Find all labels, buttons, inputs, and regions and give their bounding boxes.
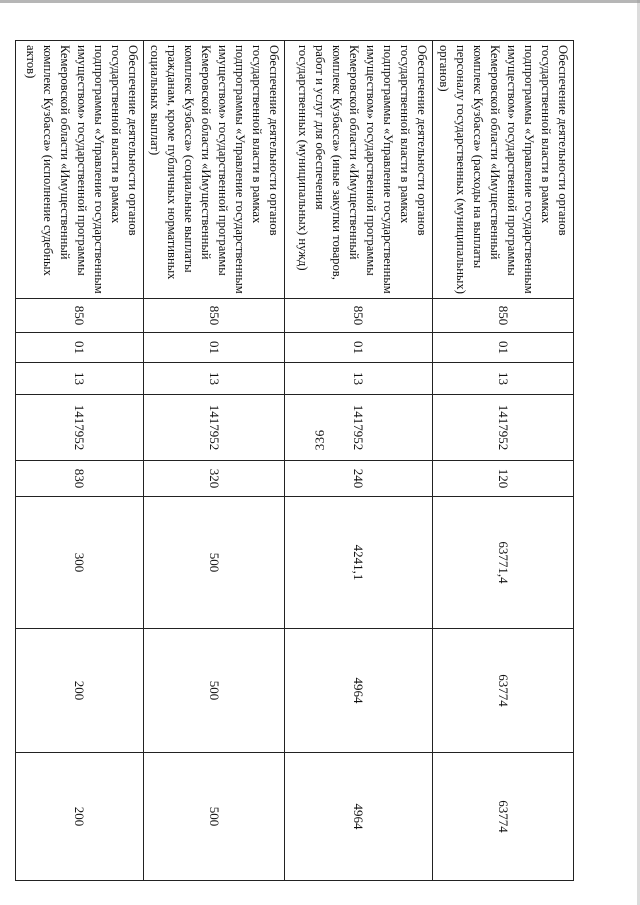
subsection-code: 13 [285,363,433,395]
amount-3: 500 [144,753,285,881]
row-description: Обеспечение деятельности органов государственной власти в рамках подпрограммы «Управление государственным имуществом» государственной программы Кемеровской области «Имущественный комплекс Кузбасса» (расходы на выплаты персоналу государственных (муниципальных) органов) [433,41,574,299]
row-description: Обеспечение деятельности органов государственной власти в рамках подпрограммы «Управление государственным имуществом» государственной программы Кемеровской области «Имущественный комплекс Кузбасса» (социальные выплаты гражданам, кроме публичных нормативных социальных выплат) [144,41,285,299]
amount-1: 63771,4 [433,497,574,629]
table-row [285,41,433,881]
expense-type-code: 120 [433,461,574,497]
scan-edge-top [0,0,640,3]
amount-3: 63774 [433,753,574,881]
ministry-code: 850 [16,299,144,333]
section-code: 01 [285,333,433,363]
expense-type-code: 320 [144,461,285,497]
target-article-code: 1417952 [16,395,144,461]
row-description: Обеспечение деятельности органов государственной власти в рамках подпрограммы «Управление государственным имуществом» государственной программы Кемеровской области «Имущественный комплекс Кузбасса» (исполнение судебных актов) [16,41,144,299]
row-description: Обеспечение деятельности органов государственной власти в рамках подпрограммы «Управление государственным имуществом» государственной программы Кемеровской области «Имущественный комплекс Кузбасса» (иные закупки товаров, работ и услуг для обеспечения государственных (муниципальных) нужд) [285,41,433,299]
amount-2: 200 [16,629,144,753]
table-row [144,41,285,881]
budget-table [15,40,574,881]
ministry-code: 850 [433,299,574,333]
section-code: 01 [433,333,574,363]
subsection-code: 13 [144,363,285,395]
subsection-code: 13 [16,363,144,395]
section-code: 01 [16,333,144,363]
section-code: 01 [144,333,285,363]
subsection-code: 13 [433,363,574,395]
table-row [433,41,574,881]
table-row [16,41,144,881]
rotated-table-wrapper [24,40,574,880]
page-number: 336 [312,429,327,451]
amount-2: 63774 [433,629,574,753]
target-article-code: 1417952 [144,395,285,461]
ministry-code: 850 [285,299,433,333]
amount-2: 4964 [285,629,433,753]
amount-3: 4964 [285,753,433,881]
amount-3: 200 [16,753,144,881]
target-article-code: 1417952 [285,395,433,461]
amount-1: 4241,1 [285,497,433,629]
ministry-code: 850 [144,299,285,333]
amount-1: 500 [144,497,285,629]
target-article-code: 1417952 [433,395,574,461]
expense-type-code: 240 [285,461,433,497]
amount-2: 500 [144,629,285,753]
amount-1: 300 [16,497,144,629]
expense-type-code: 830 [16,461,144,497]
